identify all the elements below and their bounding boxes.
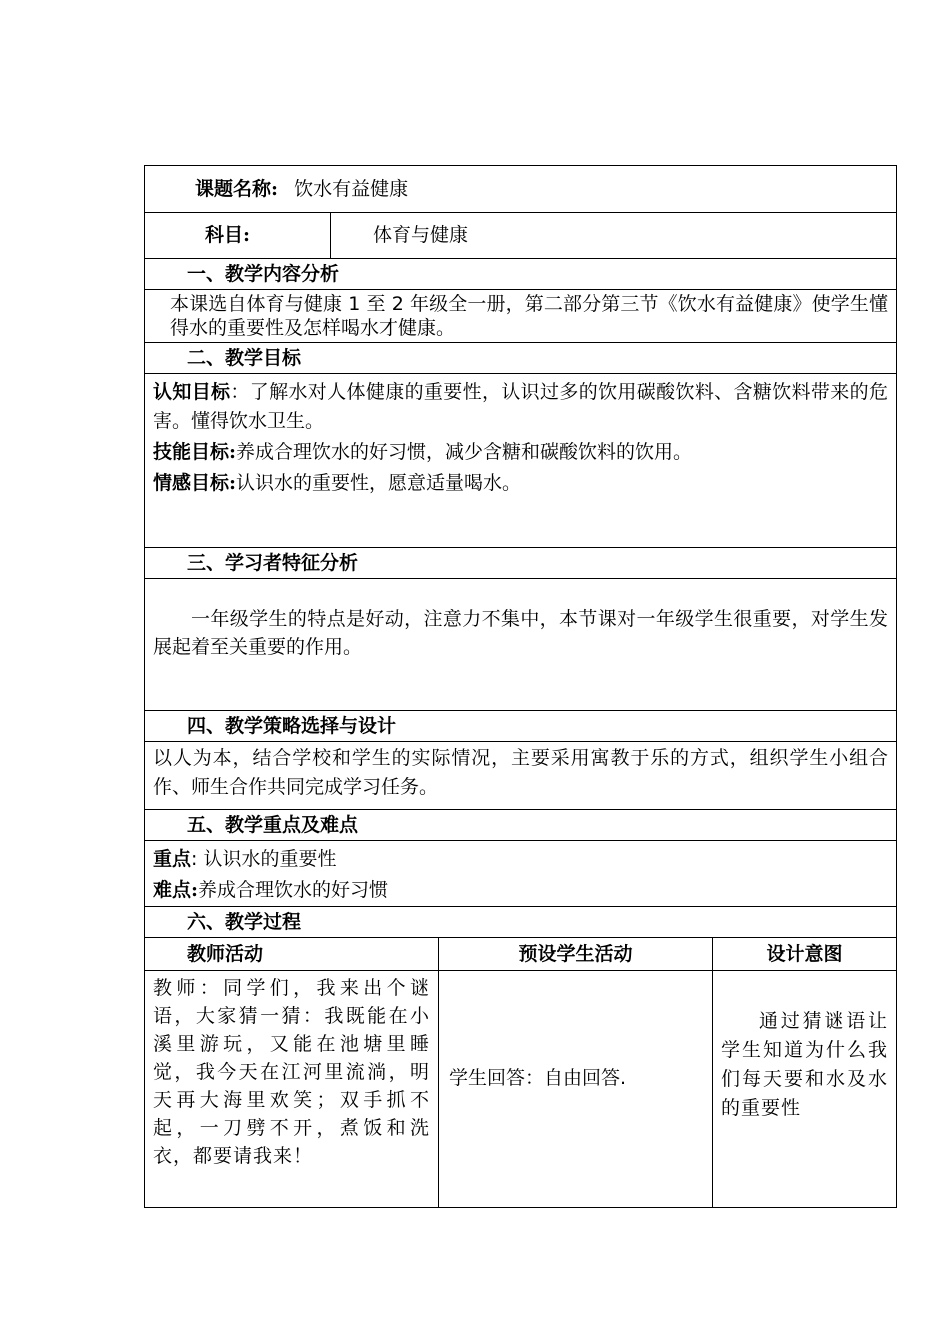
section-process-heading-row — [145, 907, 897, 938]
lesson-title: 饮水有益健康 — [294, 177, 409, 200]
section-learner-body-row — [145, 579, 897, 711]
column-header-intent: 设计意图 — [713, 938, 897, 971]
section-heading: 六、教学过程 — [145, 907, 897, 938]
lesson-plan-table — [144, 165, 897, 1208]
teacher-activity: 教师：同学们，我来出个谜语，大家猜一猜：我既能在小溪里游玩，又能在池塘里睡觉，我今天在江河里流淌，明天再大海里欢笑；双手抓不起，一刀劈不开，煮饭和洗衣，都要请我来！ — [145, 971, 439, 1208]
section-heading: 一、教学内容分析 — [145, 259, 897, 290]
design-intent: 通过猜谜语让学生知道为什么我们每天要和水及水的重要性 — [713, 971, 897, 1208]
section-keypoints-heading-row — [145, 810, 897, 841]
difficult-text: 养成合理饮水的好习惯 — [198, 879, 389, 901]
title-label: 课题名称: — [195, 177, 279, 200]
section-keypoints-body-row — [145, 841, 897, 907]
skill-text: 养成合理饮水的好习惯，减少含糖和碳酸饮料的饮用。 — [236, 441, 693, 463]
section-objectives-body-row — [145, 374, 897, 548]
section-heading: 三、学习者特征分析 — [145, 548, 897, 579]
key-text: : 认识水的重要性 — [191, 848, 337, 870]
process-row — [145, 971, 897, 1208]
section-heading: 二、教学目标 — [145, 343, 897, 374]
section-heading: 五、教学重点及难点 — [145, 810, 897, 841]
emotion-objective — [153, 469, 888, 498]
subject-row — [145, 213, 897, 259]
section-learner-heading-row — [145, 548, 897, 579]
content-analysis-text: 本课选自体育与健康 1 至 2 年级全一册，第二部分第三节《饮水有益健康》使学生懂得水的重要性及怎样喝水才健康。 — [170, 293, 889, 339]
difficult-label: 难点: — [153, 879, 199, 901]
cognitive-text: ：了解水对人体健康的重要性，认识过多的饮用碳酸饮料、含糖饮料带来的危害。懂得饮水卫生。 — [153, 381, 888, 432]
key-label: 重点 — [153, 848, 192, 870]
difficult-point — [153, 875, 888, 906]
skill-objective — [153, 438, 888, 467]
process-column-headers — [145, 938, 897, 971]
section-strategy-heading-row — [145, 711, 897, 742]
cognitive-objective — [153, 378, 888, 436]
cognitive-label: 认知目标 — [153, 381, 231, 403]
student-activity: 学生回答：自由回答. — [439, 971, 713, 1208]
learner-analysis-text: 一年级学生的特点是好动，注意力不集中，本节课对一年级学生很重要，对学生发展起着至关重要的作用。 — [153, 608, 889, 658]
section-heading: 四、教学策略选择与设计 — [145, 711, 897, 742]
key-point — [153, 844, 888, 875]
skill-label: 技能目标: — [153, 441, 237, 463]
section-content-analysis-heading-row — [145, 259, 897, 290]
emotion-label: 情感目标: — [153, 472, 237, 494]
title-row — [145, 166, 897, 213]
section-content-analysis-body-row — [145, 290, 897, 343]
section-strategy-body-row — [145, 742, 897, 810]
emotion-text: 认识水的重要性，愿意适量喝水。 — [236, 472, 522, 494]
subject-label: 科目: — [205, 224, 251, 246]
column-header-teacher: 教师活动 — [145, 938, 439, 971]
strategy-text: 以人为本，结合学校和学生的实际情况，主要采用寓教于乐的方式，组织学生小组合作、师生合作共同完成学习任务。 — [153, 747, 889, 798]
section-objectives-heading-row — [145, 343, 897, 374]
column-header-student: 预设学生活动 — [439, 938, 713, 971]
subject-value: 体育与健康 — [373, 224, 469, 246]
